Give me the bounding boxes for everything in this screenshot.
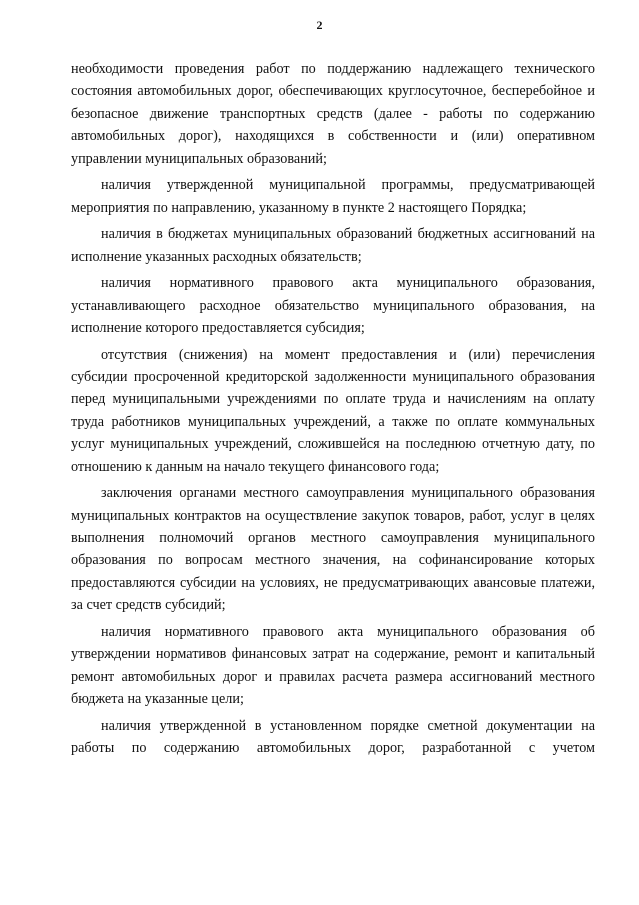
paragraph-municipal-contracts: заключения органами местного самоуправления муниципального образования муниципальных контрактов на осуществление закупок товаров, работ, услуг в целях выполнения полномочий органов местного самоуправления муниципального образования по вопросам местного значения, на софинансирование которых предоставляются субсидии на условиях, не предусматривающих авансовые платежи, за счет средств субсидий; bbox=[71, 485, 595, 614]
document-body bbox=[71, 58, 595, 760]
paragraph-no-overdue-debt: отсутствия (снижения) на момент предоставления и (или) перечисления субсидии просроченной кредиторской задолженности муниципального образования перед муниципальными учреждениями по оплате труда и начислениям на оплату труда работников муниципальных учреждений, а также по оплате коммунальных услуг муниципальных учреждений, сложившейся на последнюю отчетную дату, по отношению к данным на начало текущего финансового года; bbox=[71, 346, 595, 475]
page-number: 2 bbox=[316, 18, 323, 32]
paragraph-estimate-documentation: наличия утвержденной в установленном порядке сметной документации на работы по содержанию автомобильных дорог, разработанной с учетом bbox=[71, 717, 595, 757]
paragraph-cost-standards: наличия нормативного правового акта муниципального образования об утверждении нормативов финансовых затрат на содержание, ремонт и капитальный ремонт автомобильных дорог и правилах расчета размера ассигнований местного бюджета на указанные цели; bbox=[71, 623, 595, 708]
paragraph-municipal-program: наличия утвержденной муниципальной программы, предусматривающей мероприятия по направлению, указанному в пункте 2 настоящего Порядка; bbox=[71, 177, 595, 216]
paragraph-budget-allocations: наличия в бюджетах муниципальных образований бюджетных ассигнований на исполнение указанных расходных обязательств; bbox=[71, 226, 595, 265]
paragraph-legal-act: наличия нормативного правового акта муниципального образования, устанавливающего расходное обязательство муниципального образования, на исполнение которого предоставляется субсидия; bbox=[71, 275, 595, 337]
paragraph-continuation: необходимости проведения работ по поддержанию надлежащего технического состояния автомобильных дорог, обеспечивающих круглосуточное, бесперебойное и безопасное движение транспортных средств (далее - работы по содержанию автомобильных дорог), находящихся в собственности и (или) оперативном управлении муниципальных образований; bbox=[71, 61, 595, 167]
